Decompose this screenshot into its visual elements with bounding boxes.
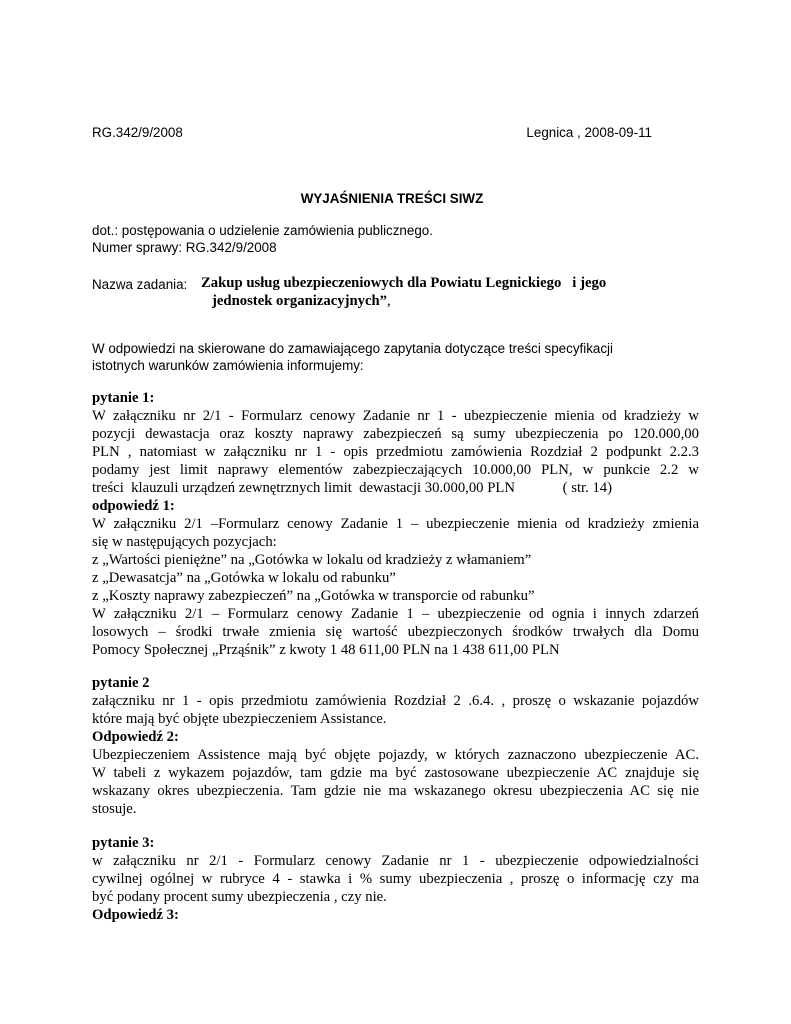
document-title: WYJAŚNIENIA TREŚCI SIWZ bbox=[300, 191, 484, 206]
answer-1-line: W załączniku 2/1 – Formularz cenowy Zadanie 1 – ubezpieczenie od ognia i innych zdarzeń bbox=[92, 606, 699, 622]
task-name-line2-text: jednostek organizacyjnych” bbox=[212, 293, 388, 309]
answer-3-heading: Odpowiedź 3: bbox=[92, 907, 179, 923]
question-3-line: w załączniku nr 2/1 - Formularz cenowy Zadanie nr 1 - ubezpieczenie odpowiedzialności bbox=[92, 853, 699, 869]
reference-number: RG.342/9/2008 bbox=[92, 125, 183, 140]
question-1-line: treści klauzuli urządzeń zewnętrznych limit dewastacji 30.000,00 PLN ( str. 14) bbox=[92, 480, 613, 496]
answer-1-line: z „Koszty naprawy zabezpieczeń” na „Gotówka w transporcie od rabunku” bbox=[92, 588, 535, 604]
answer-1-line: się w następujących pozycjach: bbox=[92, 534, 277, 550]
question-3-section bbox=[92, 834, 699, 924]
answer-1-line: W załączniku 2/1 –Formularz cenowy Zadanie 1 – ubezpieczenie mienia od kradzieży zmienia bbox=[92, 516, 699, 532]
place-and-date: Legnica , 2008-09-11 bbox=[526, 125, 652, 140]
intro-line: W odpowiedzi na skierowane do zamawiającego zapytania dotyczące treści specyfikacji bbox=[92, 341, 614, 356]
question-1-line: pozycji dewastacja oraz koszty naprawy zabezpieczeń są sumy ubezpieczenia po 120.000,00 bbox=[92, 426, 699, 442]
question-1-line: PLN , natomiast w załączniku nr 1 - opis przedmiotu zamówienia Rozdział 2 podpunkt 2.2.3 bbox=[92, 444, 699, 460]
question-1-line: W załączniku nr 2/1 - Formularz cenowy Zadanie nr 1 - ubezpieczenie mienia od kradzieży w bbox=[92, 408, 699, 424]
intro-paragraph bbox=[92, 340, 692, 374]
answer-1-line: z „Wartości pieniężne” na „Gotówka w lokalu od kradzieży z włamaniem” bbox=[92, 552, 532, 568]
answer-2-line: wskazany okres ubezpieczenia. Tam gdzie nie ma wskazanego okresu ubezpieczenia AC się nie bbox=[92, 783, 699, 799]
answer-1-line: losowych – środki trwałe zmienia się wartość ubezpieczonych środków trwałych dla Domu bbox=[92, 624, 699, 640]
question-1-line: podamy jest limit naprawy elementów zabezpieczających 10.000,00 PLN, w punkcie 2.2 w bbox=[92, 462, 699, 478]
answer-2-line: stosuje. bbox=[92, 801, 137, 817]
answer-2-heading: Odpowiedź 2: bbox=[92, 729, 179, 745]
answer-1-heading: odpowiedź 1: bbox=[92, 498, 175, 514]
task-name-line2 bbox=[212, 292, 391, 310]
intro-line: istotnych warunków zamówienia informujemy: bbox=[92, 358, 364, 373]
question-3-heading: pytanie 3: bbox=[92, 835, 155, 851]
question-1-heading: pytanie 1: bbox=[92, 390, 155, 406]
question-2-line: które mają być objęte ubezpieczeniem Assistance. bbox=[92, 711, 387, 727]
question-3-line: być podany procent sumy ubezpieczenia , czy nie. bbox=[92, 889, 387, 905]
answer-2-line: Ubezpieczeniem Assistence mają być objęte pojazdy, w których zaznaczono ubezpieczenie AC. bbox=[92, 747, 699, 763]
question-1-section bbox=[92, 389, 699, 659]
task-name-line2-tail: , bbox=[387, 293, 391, 309]
question-2-heading: pytanie 2 bbox=[92, 675, 150, 691]
answer-1-line: Pomocy Społecznej „Prząśnik” z kwoty 1 48 611,00 PLN na 1 438 611,00 PLN bbox=[92, 642, 560, 658]
question-2-section bbox=[92, 674, 699, 818]
question-2-line: załączniku nr 1 - opis przedmiotu zamówienia Rozdział 2 .6.4. , proszę o wskazanie pojazdów bbox=[92, 693, 699, 709]
case-number: Numer sprawy: RG.342/9/2008 bbox=[92, 240, 277, 255]
task-name-label: Nazwa zadania: bbox=[92, 277, 188, 292]
question-3-line: cywilnej ogólnej w rubryce 4 - stawka i % sumy ubezpieczenia , proszę o informację czy ma bbox=[92, 871, 699, 887]
subject-line: dot.: postępowania o udzielenie zamówienia publicznego. bbox=[92, 223, 433, 238]
task-name-line1: Zakup usług ubezpieczeniowych dla Powiatu Legnickiego i jego bbox=[201, 275, 607, 291]
answer-2-line: W tabeli z wykazem pojazdów, tam gdzie ma być zastosowane ubezpieczenie AC znajduje się bbox=[92, 765, 699, 781]
answer-1-line: z „Dewasatcja” na „Gotówka w lokalu od rabunku” bbox=[92, 570, 396, 586]
